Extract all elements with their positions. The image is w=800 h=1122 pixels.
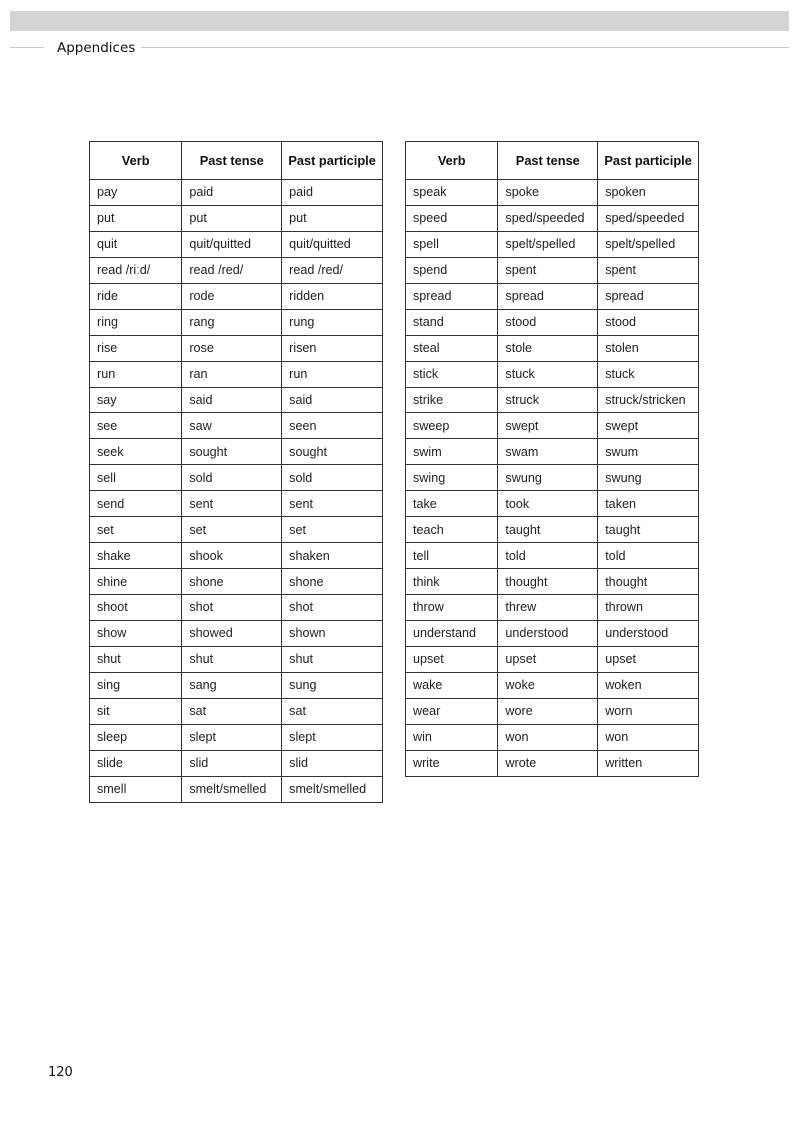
column-header-past-tense: Past tense: [498, 142, 598, 180]
verb-cell: stick: [406, 361, 498, 387]
table-row: [90, 698, 383, 724]
table-row: [90, 413, 383, 439]
table-row: [406, 361, 699, 387]
past-tense-cell: saw: [182, 413, 282, 439]
verb-cell: quit: [90, 231, 182, 257]
table-header-row: [406, 142, 699, 180]
past-participle-cell: taught: [598, 517, 699, 543]
past-tense-cell: woke: [498, 672, 598, 698]
past-tense-cell: taught: [498, 517, 598, 543]
past-participle-cell: set: [282, 517, 383, 543]
past-tense-cell: quit/quitted: [182, 231, 282, 257]
table-row: [90, 180, 383, 206]
past-participle-cell: sold: [282, 465, 383, 491]
past-tense-cell: wrote: [498, 750, 598, 776]
past-participle-cell: sung: [282, 672, 383, 698]
past-tense-cell: understood: [498, 620, 598, 646]
past-participle-cell: thrown: [598, 595, 699, 621]
verb-cell: swing: [406, 465, 498, 491]
past-tense-cell: read /red/: [182, 257, 282, 283]
past-tense-cell: smelt/smelled: [182, 776, 282, 802]
column-header-verb: Verb: [406, 142, 498, 180]
verb-cell: ring: [90, 309, 182, 335]
table-row: [406, 309, 699, 335]
past-participle-cell: spent: [598, 257, 699, 283]
past-participle-cell: risen: [282, 335, 383, 361]
table-row: [406, 569, 699, 595]
table-row: [406, 465, 699, 491]
table-row: [90, 724, 383, 750]
past-tense-cell: ran: [182, 361, 282, 387]
past-participle-cell: seen: [282, 413, 383, 439]
verb-cell: smell: [90, 776, 182, 802]
past-tense-cell: shut: [182, 646, 282, 672]
past-tense-cell: spoke: [498, 180, 598, 206]
past-participle-cell: written: [598, 750, 699, 776]
table-row: [90, 465, 383, 491]
verb-cell: put: [90, 205, 182, 231]
past-participle-cell: understood: [598, 620, 699, 646]
header-rule-left: [10, 47, 44, 48]
table-row: [90, 517, 383, 543]
table-row: [406, 646, 699, 672]
past-participle-cell: put: [282, 205, 383, 231]
table-row: [406, 620, 699, 646]
table-row: [406, 672, 699, 698]
table-row: [90, 387, 383, 413]
verb-cell: wear: [406, 698, 498, 724]
past-participle-cell: sought: [282, 439, 383, 465]
past-tense-cell: showed: [182, 620, 282, 646]
verb-cell: seek: [90, 439, 182, 465]
verb-cell: run: [90, 361, 182, 387]
past-tense-cell: rang: [182, 309, 282, 335]
table-row: [90, 569, 383, 595]
past-tense-cell: put: [182, 205, 282, 231]
past-tense-cell: sat: [182, 698, 282, 724]
past-participle-cell: rung: [282, 309, 383, 335]
irregular-verbs-table-left: [89, 141, 383, 803]
past-participle-cell: smelt/smelled: [282, 776, 383, 802]
past-participle-cell: worn: [598, 698, 699, 724]
section-title: Appendices: [57, 40, 136, 56]
table-row: [406, 413, 699, 439]
past-tense-cell: threw: [498, 595, 598, 621]
table-row: [90, 620, 383, 646]
table-row: [90, 672, 383, 698]
verb-cell: throw: [406, 595, 498, 621]
table-row: [406, 543, 699, 569]
table-row: [90, 283, 383, 309]
table-row: [90, 750, 383, 776]
table-row: [90, 205, 383, 231]
past-tense-cell: said: [182, 387, 282, 413]
past-tense-cell: sent: [182, 491, 282, 517]
verb-cell: spread: [406, 283, 498, 309]
past-participle-cell: shut: [282, 646, 383, 672]
past-participle-cell: stolen: [598, 335, 699, 361]
verb-cell: tell: [406, 543, 498, 569]
table-row: [90, 439, 383, 465]
verb-cell: sweep: [406, 413, 498, 439]
past-tense-cell: swept: [498, 413, 598, 439]
verb-cell: stand: [406, 309, 498, 335]
past-tense-cell: wore: [498, 698, 598, 724]
column-header-past-participle: Past participle: [282, 142, 383, 180]
table-row: [406, 283, 699, 309]
table-row: [90, 595, 383, 621]
past-participle-cell: slid: [282, 750, 383, 776]
verb-cell: spend: [406, 257, 498, 283]
past-participle-cell: spoken: [598, 180, 699, 206]
table-header-row: [90, 142, 383, 180]
verb-cell: sing: [90, 672, 182, 698]
past-participle-cell: spread: [598, 283, 699, 309]
table-row: [406, 595, 699, 621]
past-tense-cell: swam: [498, 439, 598, 465]
past-tense-cell: spent: [498, 257, 598, 283]
verb-cell: win: [406, 724, 498, 750]
past-participle-cell: struck/stricken: [598, 387, 699, 413]
past-participle-cell: swept: [598, 413, 699, 439]
table-row: [406, 205, 699, 231]
past-participle-cell: stuck: [598, 361, 699, 387]
verb-cell: see: [90, 413, 182, 439]
past-participle-cell: shaken: [282, 543, 383, 569]
past-tense-cell: sang: [182, 672, 282, 698]
past-tense-cell: slept: [182, 724, 282, 750]
verb-cell: take: [406, 491, 498, 517]
verb-cell: speed: [406, 205, 498, 231]
past-tense-cell: stood: [498, 309, 598, 335]
past-tense-cell: rose: [182, 335, 282, 361]
past-tense-cell: sold: [182, 465, 282, 491]
table-row: [406, 491, 699, 517]
table-row: [90, 309, 383, 335]
verb-cell: steal: [406, 335, 498, 361]
verb-cell: think: [406, 569, 498, 595]
verb-cell: shine: [90, 569, 182, 595]
past-tense-cell: slid: [182, 750, 282, 776]
past-participle-cell: shot: [282, 595, 383, 621]
past-participle-cell: taken: [598, 491, 699, 517]
table-row: [406, 387, 699, 413]
verb-cell: shoot: [90, 595, 182, 621]
past-participle-cell: read /red/: [282, 257, 383, 283]
table-row: [406, 439, 699, 465]
verb-cell: spell: [406, 231, 498, 257]
past-participle-cell: shone: [282, 569, 383, 595]
past-tense-cell: thought: [498, 569, 598, 595]
page-number: 120: [48, 1065, 73, 1080]
past-participle-cell: sent: [282, 491, 383, 517]
verb-cell: swim: [406, 439, 498, 465]
table-row: [406, 335, 699, 361]
past-tense-cell: rode: [182, 283, 282, 309]
past-tense-cell: shone: [182, 569, 282, 595]
past-participle-cell: upset: [598, 646, 699, 672]
past-participle-cell: told: [598, 543, 699, 569]
table-row: [90, 491, 383, 517]
past-tense-cell: struck: [498, 387, 598, 413]
verb-cell: read /riːd/: [90, 257, 182, 283]
verb-cell: strike: [406, 387, 498, 413]
past-tense-cell: took: [498, 491, 598, 517]
verb-cell: upset: [406, 646, 498, 672]
past-participle-cell: thought: [598, 569, 699, 595]
column-header-past-tense: Past tense: [182, 142, 282, 180]
verb-cell: sell: [90, 465, 182, 491]
past-tense-cell: swung: [498, 465, 598, 491]
header-bar: [10, 11, 789, 31]
verb-cell: shake: [90, 543, 182, 569]
past-participle-cell: stood: [598, 309, 699, 335]
verb-cell: wake: [406, 672, 498, 698]
table-row: [406, 517, 699, 543]
column-header-verb: Verb: [90, 142, 182, 180]
past-participle-cell: paid: [282, 180, 383, 206]
verb-cell: sit: [90, 698, 182, 724]
column-header-past-participle: Past participle: [598, 142, 699, 180]
irregular-verbs-table-right: [405, 141, 699, 777]
verb-cell: set: [90, 517, 182, 543]
verb-cell: ride: [90, 283, 182, 309]
verb-cell: write: [406, 750, 498, 776]
table-row: [406, 257, 699, 283]
verb-cell: show: [90, 620, 182, 646]
table-row: [90, 543, 383, 569]
table-row: [406, 231, 699, 257]
verb-cell: rise: [90, 335, 182, 361]
table-row: [406, 698, 699, 724]
header-rule-right: [141, 47, 789, 48]
past-tense-cell: told: [498, 543, 598, 569]
past-tense-cell: sought: [182, 439, 282, 465]
past-tense-cell: stuck: [498, 361, 598, 387]
past-participle-cell: quit/quitted: [282, 231, 383, 257]
past-tense-cell: paid: [182, 180, 282, 206]
table-row: [90, 257, 383, 283]
past-participle-cell: swum: [598, 439, 699, 465]
verb-cell: shut: [90, 646, 182, 672]
past-participle-cell: shown: [282, 620, 383, 646]
table-row: [406, 724, 699, 750]
past-participle-cell: sped/speeded: [598, 205, 699, 231]
verb-cell: sleep: [90, 724, 182, 750]
past-participle-cell: slept: [282, 724, 383, 750]
past-participle-cell: ridden: [282, 283, 383, 309]
past-tense-cell: spread: [498, 283, 598, 309]
verb-cell: teach: [406, 517, 498, 543]
table-row: [90, 776, 383, 802]
past-tense-cell: sped/speeded: [498, 205, 598, 231]
past-participle-cell: run: [282, 361, 383, 387]
past-tense-cell: shook: [182, 543, 282, 569]
verb-cell: say: [90, 387, 182, 413]
table-row: [90, 231, 383, 257]
table-row: [90, 335, 383, 361]
verb-cell: understand: [406, 620, 498, 646]
verb-cell: send: [90, 491, 182, 517]
past-participle-cell: said: [282, 387, 383, 413]
past-participle-cell: won: [598, 724, 699, 750]
past-tense-cell: stole: [498, 335, 598, 361]
past-tense-cell: shot: [182, 595, 282, 621]
past-tense-cell: won: [498, 724, 598, 750]
table-row: [90, 646, 383, 672]
table-row: [406, 180, 699, 206]
past-participle-cell: swung: [598, 465, 699, 491]
verb-cell: speak: [406, 180, 498, 206]
table-row: [90, 361, 383, 387]
past-tense-cell: set: [182, 517, 282, 543]
past-participle-cell: woken: [598, 672, 699, 698]
verb-cell: pay: [90, 180, 182, 206]
past-tense-cell: upset: [498, 646, 598, 672]
verb-cell: slide: [90, 750, 182, 776]
table-row: [406, 750, 699, 776]
past-tense-cell: spelt/spelled: [498, 231, 598, 257]
past-participle-cell: sat: [282, 698, 383, 724]
past-participle-cell: spelt/spelled: [598, 231, 699, 257]
